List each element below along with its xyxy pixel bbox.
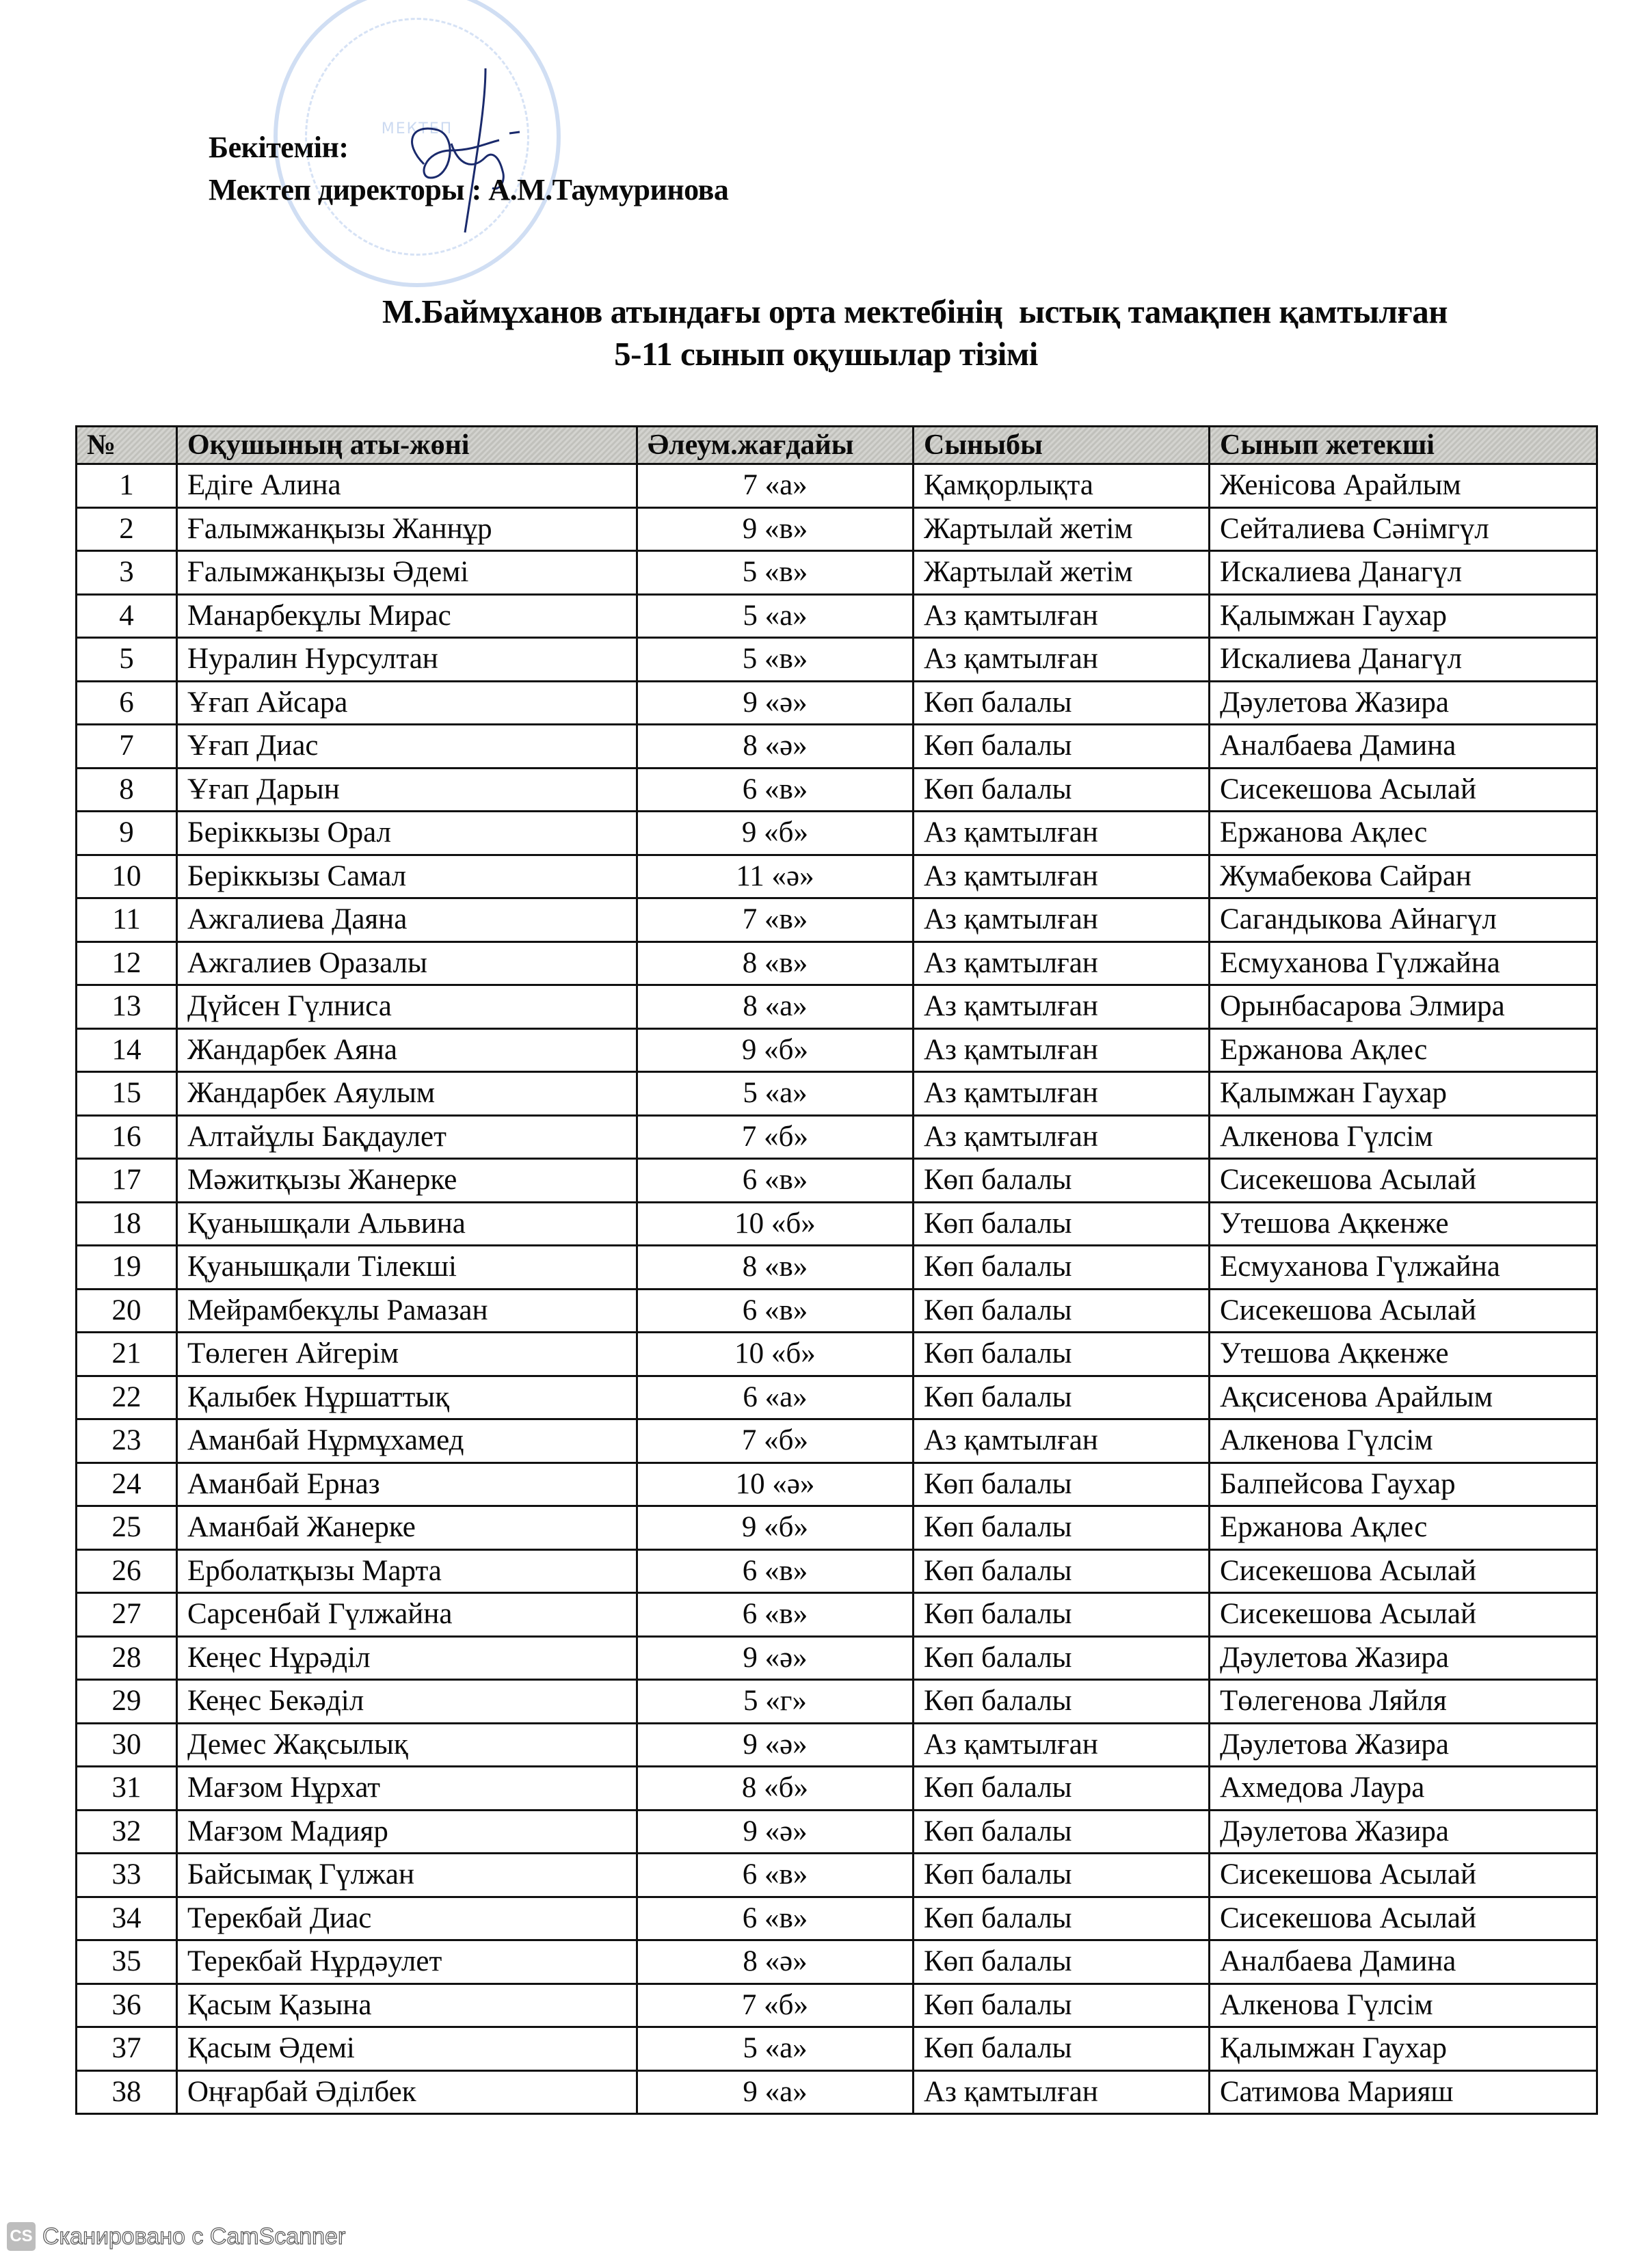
cell-class-teacher: Сисекешова Асылай (1210, 1159, 1597, 1203)
cell-number: 27 (77, 1593, 177, 1637)
cell-class: 11 «ә» (637, 855, 914, 898)
cell-class-teacher: Сисекешова Асылай (1210, 1289, 1597, 1333)
cell-class-teacher: Ержанова Ақлес (1210, 1506, 1597, 1550)
cell-student-name: Сарсенбай Гүлжайна (177, 1593, 637, 1637)
cell-student-name: Қуанышқали Тілекші (177, 1246, 637, 1290)
cell-number: 19 (77, 1246, 177, 1290)
cell-number: 23 (77, 1419, 177, 1463)
cell-social-status: Көп балалы (914, 681, 1210, 725)
cell-student-name: Оңғарбай Әділбек (177, 2070, 637, 2114)
cell-number: 6 (77, 681, 177, 725)
header-number: № (77, 427, 177, 464)
cell-student-name: Ғалымжанқызы Әдемі (177, 551, 637, 595)
cell-class: 10 «б» (637, 1202, 914, 1246)
cell-class-teacher: Жумабекова Сайран (1210, 855, 1597, 898)
cell-number: 36 (77, 1984, 177, 2027)
cell-class: 5 «в» (637, 638, 914, 682)
table-row (77, 1159, 1597, 1203)
cell-class: 6 «а» (637, 1376, 914, 1419)
cell-social-status: Көп балалы (914, 1333, 1210, 1376)
cell-social-status: Көп балалы (914, 1202, 1210, 1246)
cell-number: 31 (77, 1767, 177, 1811)
cell-class: 9 «ә» (637, 1636, 914, 1680)
document-title (0, 291, 1652, 375)
cell-student-name: Беріккызы Самал (177, 855, 637, 898)
table-row (77, 1984, 1597, 2027)
cell-class: 8 «а» (637, 985, 914, 1029)
cell-social-status: Көп балалы (914, 1897, 1210, 1940)
approval-label: Бекітемін: (209, 131, 349, 164)
table-row (77, 898, 1597, 942)
table-row (77, 1115, 1597, 1159)
cell-number: 9 (77, 812, 177, 855)
cell-student-name: Ажгалиев Оразалы (177, 941, 637, 985)
table-row (77, 1940, 1597, 1984)
cell-class-teacher: Сисекешова Асылай (1210, 1549, 1597, 1593)
table-row (77, 638, 1597, 682)
cell-class: 9 «б» (637, 1028, 914, 1072)
cell-social-status: Көп балалы (914, 1289, 1210, 1333)
cell-class-teacher: Сагандыкова Айнагүл (1210, 898, 1597, 942)
cell-class: 5 «а» (637, 2027, 914, 2071)
cell-class-teacher: Дәулетова Жазира (1210, 1723, 1597, 1767)
cell-class: 8 «ә» (637, 1940, 914, 1984)
cell-number: 17 (77, 1159, 177, 1203)
cell-social-status: Көп балалы (914, 1767, 1210, 1811)
cell-student-name: Алтайұлы Бақдаулет (177, 1115, 637, 1159)
cell-number: 21 (77, 1333, 177, 1376)
cell-number: 30 (77, 1723, 177, 1767)
header-class-teacher: Сынып жетекші (1210, 427, 1597, 464)
cell-social-status: Көп балалы (914, 1593, 1210, 1637)
cell-social-status: Аз қамтылған (914, 2070, 1210, 2114)
table-row (77, 594, 1597, 638)
cell-student-name: Ұғап Дарын (177, 768, 637, 812)
cell-class: 9 «а» (637, 2070, 914, 2114)
cell-class: 7 «б» (637, 1419, 914, 1463)
cell-student-name: Қасым Әдемі (177, 2027, 637, 2071)
cell-number: 28 (77, 1636, 177, 1680)
cell-student-name: Мейрамбекұлы Рамазан (177, 1289, 637, 1333)
table-row (77, 1897, 1597, 1940)
cell-social-status: Аз қамтылған (914, 985, 1210, 1029)
cell-class-teacher: Ахмедова Лаура (1210, 1767, 1597, 1811)
camscanner-logo-icon: CS (7, 2222, 36, 2251)
cell-class-teacher: Аналбаева Дамина (1210, 1940, 1597, 1984)
cell-class-teacher: Ержанова Ақлес (1210, 812, 1597, 855)
cell-class: 7 «б» (637, 1984, 914, 2027)
cell-social-status: Көп балалы (914, 1506, 1210, 1550)
table-header-row (77, 427, 1597, 464)
cell-number: 15 (77, 1072, 177, 1116)
cell-number: 1 (77, 464, 177, 508)
table-row (77, 1376, 1597, 1419)
cell-student-name: Қасым Қазына (177, 1984, 637, 2027)
table-row (77, 1767, 1597, 1811)
cell-class: 7 «б» (637, 1115, 914, 1159)
cell-class-teacher: Сисекешова Асылай (1210, 768, 1597, 812)
stamp-text: МЕКТЕП (381, 120, 453, 137)
cell-class-teacher: Есмуханова Гүлжайна (1210, 941, 1597, 985)
cell-number: 13 (77, 985, 177, 1029)
cell-number: 8 (77, 768, 177, 812)
table-row (77, 1028, 1597, 1072)
cell-student-name: Нуралин Нурсултан (177, 638, 637, 682)
cell-class: 6 «в» (637, 1897, 914, 1940)
cell-class: 9 «б» (637, 812, 914, 855)
cell-student-name: Қуанышқали Альвина (177, 1202, 637, 1246)
cell-number: 16 (77, 1115, 177, 1159)
cell-social-status: Аз қамтылған (914, 638, 1210, 682)
table-row (77, 464, 1597, 508)
table-row (77, 725, 1597, 769)
cell-class-teacher: Төлегенова Ляйля (1210, 1680, 1597, 1724)
table-row (77, 1419, 1597, 1463)
cell-class: 9 «ә» (637, 681, 914, 725)
cell-class: 8 «в» (637, 1246, 914, 1290)
cell-student-name: Дүйсен Гүлниса (177, 985, 637, 1029)
table-row (77, 1593, 1597, 1637)
students-table (75, 425, 1598, 2115)
cell-social-status: Аз қамтылған (914, 1115, 1210, 1159)
cell-number: 4 (77, 594, 177, 638)
cell-social-status: Аз қамтылған (914, 1419, 1210, 1463)
cell-class: 5 «г» (637, 1680, 914, 1724)
cell-number: 12 (77, 941, 177, 985)
cell-student-name: Төлеген Айгерім (177, 1333, 637, 1376)
cell-social-status: Көп балалы (914, 1810, 1210, 1854)
header-student-name: Оқушының аты-жөні (177, 427, 637, 464)
cell-class-teacher: Сатимова Марияш (1210, 2070, 1597, 2114)
cell-class-teacher: Утешова Ақкенже (1210, 1333, 1597, 1376)
table-row (77, 855, 1597, 898)
cell-student-name: Мағзом Нұрхат (177, 1767, 637, 1811)
cell-number: 33 (77, 1854, 177, 1897)
cell-social-status: Көп балалы (914, 1246, 1210, 1290)
cell-student-name: Ғалымжанқызы Жаннұр (177, 507, 637, 551)
cell-number: 26 (77, 1549, 177, 1593)
cell-class-teacher: Утешова Ақкенже (1210, 1202, 1597, 1246)
cell-class: 8 «в» (637, 941, 914, 985)
table-row (77, 1810, 1597, 1854)
cell-class: 5 «в» (637, 551, 914, 595)
cell-number: 34 (77, 1897, 177, 1940)
cell-class-teacher: Қалымжан Гаухар (1210, 2027, 1597, 2071)
cell-number: 18 (77, 1202, 177, 1246)
cell-number: 29 (77, 1680, 177, 1724)
cell-social-status: Жартылай жетім (914, 551, 1210, 595)
cell-student-name: Аманбай Нұрмұхамед (177, 1419, 637, 1463)
header-class: Сыныбы (914, 427, 1210, 464)
cell-number: 25 (77, 1506, 177, 1550)
cell-class: 6 «в» (637, 1549, 914, 1593)
director-line: Мектеп директоры : А.М.Таумуринова (209, 173, 729, 206)
cell-social-status: Көп балалы (914, 2027, 1210, 2071)
cell-student-name: Демес Жақсылық (177, 1723, 637, 1767)
cell-class-teacher: Орынбасарова Элмира (1210, 985, 1597, 1029)
cell-social-status: Аз қамтылған (914, 898, 1210, 942)
table-row (77, 1289, 1597, 1333)
cell-social-status: Көп балалы (914, 1159, 1210, 1203)
cell-class-teacher: Қалымжан Гаухар (1210, 1072, 1597, 1116)
table-row (77, 681, 1597, 725)
table-row (77, 507, 1597, 551)
table-row (77, 768, 1597, 812)
cell-social-status: Көп балалы (914, 1636, 1210, 1680)
cell-class: 6 «в» (637, 1854, 914, 1897)
cell-number: 10 (77, 855, 177, 898)
cell-number: 24 (77, 1463, 177, 1506)
cell-class: 10 «б» (637, 1333, 914, 1376)
cell-social-status: Аз қамтылған (914, 855, 1210, 898)
cell-class-teacher: Женісова Арайлым (1210, 464, 1597, 508)
cell-student-name: Ұғап Диас (177, 725, 637, 769)
cell-social-status: Аз қамтылған (914, 594, 1210, 638)
cell-class: 9 «ә» (637, 1810, 914, 1854)
cell-class-teacher: Искалиева Данагүл (1210, 551, 1597, 595)
cell-class-teacher: Искалиева Данагүл (1210, 638, 1597, 682)
cell-class: 6 «в» (637, 1159, 914, 1203)
cell-class-teacher: Дәулетова Жазира (1210, 681, 1597, 725)
cell-class-teacher: Ақсисенова Арайлым (1210, 1376, 1597, 1419)
cell-social-status: Көп балалы (914, 1376, 1210, 1419)
cell-class: 6 «в» (637, 768, 914, 812)
title-line-2: 5-11 сынып оқушылар тізімі (614, 335, 1038, 373)
cell-number: 7 (77, 725, 177, 769)
cell-social-status: Аз қамтылған (914, 941, 1210, 985)
cell-number: 11 (77, 898, 177, 942)
cell-class: 5 «а» (637, 1072, 914, 1116)
cell-class: 5 «а» (637, 594, 914, 638)
camscanner-text: Сканировано с CamScanner (42, 2223, 346, 2249)
table-row (77, 985, 1597, 1029)
cell-class-teacher: Сисекешова Асылай (1210, 1854, 1597, 1897)
table-row (77, 1246, 1597, 1290)
header-social-status: Әлеум.жағдайы (637, 427, 914, 464)
table-row (77, 551, 1597, 595)
cell-class: 6 «в» (637, 1289, 914, 1333)
cell-student-name: Кеңес Нұрәділ (177, 1636, 637, 1680)
cell-class-teacher: Аналбаева Дамина (1210, 725, 1597, 769)
cell-student-name: Едіге Алина (177, 464, 637, 508)
table-row (77, 1333, 1597, 1376)
cell-student-name: Жандарбек Аяулым (177, 1072, 637, 1116)
table-row (77, 2070, 1597, 2114)
table-row (77, 1723, 1597, 1767)
table-row (77, 1463, 1597, 1506)
title-line-1: М.Баймұханов атындағы орта мектебінің ыстық тамақпен қамтылған (382, 293, 1448, 330)
cell-class-teacher: Есмуханова Гүлжайна (1210, 1246, 1597, 1290)
cell-student-name: Аманбай Ерназ (177, 1463, 637, 1506)
cell-social-status: Аз қамтылған (914, 1072, 1210, 1116)
cell-class: 9 «ә» (637, 1723, 914, 1767)
cell-class-teacher: Балпейсова Гаухар (1210, 1463, 1597, 1506)
cell-student-name: Қалыбек Нұршаттық (177, 1376, 637, 1419)
cell-student-name: Жандарбек Аяна (177, 1028, 637, 1072)
cell-class-teacher: Қалымжан Гаухар (1210, 594, 1597, 638)
approval-block (209, 126, 728, 211)
cell-social-status: Жартылай жетім (914, 507, 1210, 551)
cell-class-teacher: Дәулетова Жазира (1210, 1636, 1597, 1680)
cell-student-name: Мағзом Мадияр (177, 1810, 637, 1854)
cell-class-teacher: Сисекешова Асылай (1210, 1593, 1597, 1637)
table-row (77, 941, 1597, 985)
cell-student-name: Беріккызы Орал (177, 812, 637, 855)
cell-number: 32 (77, 1810, 177, 1854)
table-row (77, 1636, 1597, 1680)
cell-social-status: Көп балалы (914, 1854, 1210, 1897)
cell-number: 2 (77, 507, 177, 551)
table-row (77, 1506, 1597, 1550)
cell-social-status: Аз қамтылған (914, 812, 1210, 855)
cell-social-status: Аз қамтылған (914, 1028, 1210, 1072)
cell-social-status: Көп балалы (914, 725, 1210, 769)
cell-number: 35 (77, 1940, 177, 1984)
cell-class-teacher: Ержанова Ақлес (1210, 1028, 1597, 1072)
cell-class-teacher: Дәулетова Жазира (1210, 1810, 1597, 1854)
cell-student-name: Ұғап Айсара (177, 681, 637, 725)
cell-class-teacher: Сисекешова Асылай (1210, 1897, 1597, 1940)
cell-student-name: Манарбекұлы Мирас (177, 594, 637, 638)
cell-student-name: Кеңес Бекәділ (177, 1680, 637, 1724)
table-row (77, 1072, 1597, 1116)
cell-class-teacher: Алкенова Гүлсім (1210, 1419, 1597, 1463)
cell-social-status: Көп балалы (914, 768, 1210, 812)
table-row (77, 1202, 1597, 1246)
table-row (77, 1680, 1597, 1724)
table-row (77, 2027, 1597, 2071)
table-body (77, 464, 1597, 2114)
cell-number: 3 (77, 551, 177, 595)
cell-number: 20 (77, 1289, 177, 1333)
cell-number: 37 (77, 2027, 177, 2071)
cell-social-status: Аз қамтылған (914, 1723, 1210, 1767)
cell-social-status: Көп балалы (914, 1680, 1210, 1724)
cell-class: 9 «в» (637, 507, 914, 551)
cell-student-name: Аманбай Жанерке (177, 1506, 637, 1550)
cell-number: 22 (77, 1376, 177, 1419)
table-row (77, 812, 1597, 855)
cell-class-teacher: Алкенова Гүлсім (1210, 1115, 1597, 1159)
cell-student-name: Ерболатқызы Марта (177, 1549, 637, 1593)
cell-student-name: Ажгалиева Даяна (177, 898, 637, 942)
cell-student-name: Терекбай Нұрдәулет (177, 1940, 637, 1984)
table-row (77, 1854, 1597, 1897)
cell-student-name: Мәжитқызы Жанерке (177, 1159, 637, 1203)
cell-social-status: Қамқорлықта (914, 464, 1210, 508)
cell-class: 7 «а» (637, 464, 914, 508)
cell-social-status: Көп балалы (914, 1463, 1210, 1506)
cell-class-teacher: Сейталиева Сәнімгүл (1210, 507, 1597, 551)
cell-class-teacher: Алкенова Гүлсім (1210, 1984, 1597, 2027)
cell-class: 9 «б» (637, 1506, 914, 1550)
cell-social-status: Көп балалы (914, 1940, 1210, 1984)
table-row (77, 1549, 1597, 1593)
cell-student-name: Терекбай Диас (177, 1897, 637, 1940)
cell-class: 6 «в» (637, 1593, 914, 1637)
cell-student-name: Байсымақ Гүлжан (177, 1854, 637, 1897)
camscanner-watermark (7, 2222, 345, 2251)
cell-social-status: Көп балалы (914, 1984, 1210, 2027)
cell-number: 5 (77, 638, 177, 682)
cell-number: 14 (77, 1028, 177, 1072)
cell-number: 38 (77, 2070, 177, 2114)
cell-class: 8 «ә» (637, 725, 914, 769)
cell-class: 7 «в» (637, 898, 914, 942)
cell-class: 8 «б» (637, 1767, 914, 1811)
cell-class: 10 «ә» (637, 1463, 914, 1506)
cell-social-status: Көп балалы (914, 1549, 1210, 1593)
